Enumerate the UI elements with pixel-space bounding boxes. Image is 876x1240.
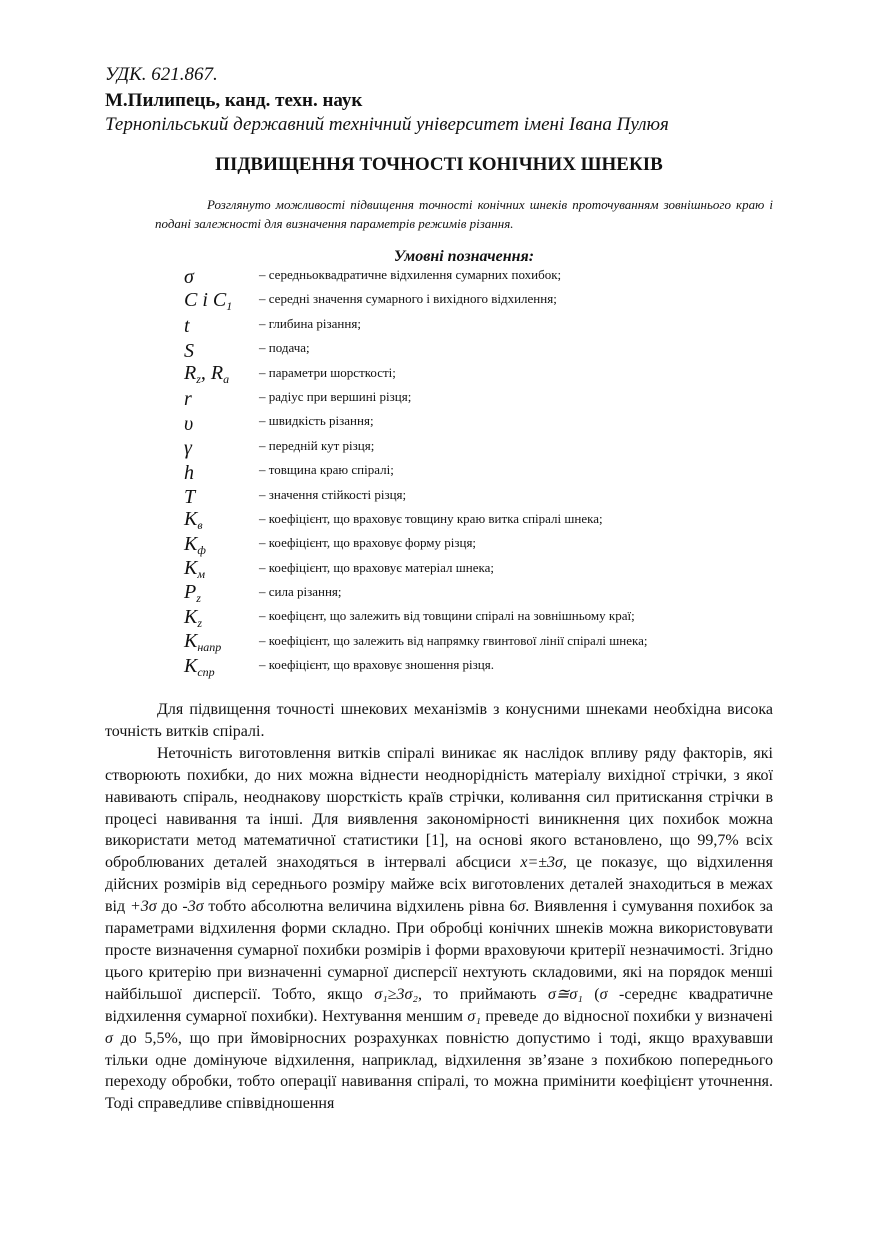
text-run: то приймають [421,985,549,1003]
notation-list [184,264,784,679]
notation-description: – коефіцієнт, що враховує матеріал шнека; [259,559,495,575]
text-run: Неточність виготовлення витків спіралі виникає як наслідок впливу ряду факторів, які створюють похибки, до них можна віднести неоднорідність матеріалу вихідної стрічки, з якої навивають спіраль, неоднакову шорсткість країв стрічки, коливання сил притискання стрічки в процесі навивання та інші. Для виявлення закономірності виникнення цих похибок можна використати метод математичної статистики [1], на основі якого встановлено, що 99,7% всіх оброблюваних деталей знаходяться в інтервалі абсциси [105,744,773,872]
notation-symbol [184,341,194,361]
text-run: преведе до відносної похибки у визначені [480,1007,773,1025]
math-minus-3sigma: -3σ [182,898,204,916]
notation-row [184,605,784,629]
symbol-main: K [184,654,198,677]
notation-symbol [184,582,201,604]
math-x-range: x=±3σ, [520,854,567,872]
symbol-subscript: 1 [226,298,233,313]
text-run: тобто абсолютна величина відхилень рівна 6 [203,898,518,916]
math-approx: σ≅σ₁ [548,985,583,1003]
math-sigma: σ [517,898,526,916]
notation-description: – параметри шорсткості; [259,364,396,380]
symbol-main: r [184,388,192,411]
symbol-main: K [184,605,198,628]
author-line: М.Пилипець, канд. техн. наук [105,90,363,111]
notation-symbol [184,558,205,580]
notation-symbol [184,389,192,409]
text-run: . Виявлення і сумування похибок за параметрами відхилення форми складно. При обробці конічних шнеків можна використовувати просте визначення сумарної похибки розмірів і форми враховуючи критерії незначимості. Згідно цього критерію при визначенні сумарної дисперсії нехтують складовими, які на порядок менші найбільшої дисперсії. Тобто, якщо [105,898,774,1003]
math-sigma-one: σ₁ [467,1007,481,1025]
notation-row [184,557,784,581]
notation-symbol [184,316,190,336]
notation-row [184,337,784,361]
notation-symbol [184,438,192,458]
notation-symbol [184,363,229,385]
notation-description: – товщина краю спіралі; [259,462,394,478]
symbol-subscript: a [223,371,230,386]
symbol-main: K [184,557,198,580]
notation-row [184,581,784,605]
symbol-main: υ [184,412,194,435]
notation-symbol [184,267,194,287]
symbol-main: K [184,508,198,531]
notation-description: – глибина різання; [259,315,361,331]
udc-code: УДК. 621.867. [105,64,218,85]
math-plus-3sigma: +3σ [129,898,157,916]
notation-row [184,630,784,654]
text-run: ( [582,985,600,1003]
symbol-main: , R [200,361,224,384]
notation-symbol [184,509,203,531]
notation-row [184,459,784,483]
text-run: це показує, що відхилення дійсних розмірів від середнього розміру майже всіх виготовлених деталей знаходиться в межах від [105,854,773,916]
notation-row [184,410,784,434]
notation-description: – передній кут різця; [259,437,375,453]
symbol-subscript: напр [197,640,222,655]
paragraph-1: Для підвищення точності шнекових механізмів з конусними шнеками необхідна висока точність витків спіралі. [105,701,773,740]
notation-row [184,264,784,288]
text-run: -середнє квадратичне відхилення сумарної похибки). Нехтування меншим [105,985,774,1025]
abstract: Розглянуто можливості підвищення точності конічних шнеків проточуванням зовнішнього краю і подані залежності для визначення параметрів режимів різання. [155,197,773,231]
notation-symbol [184,631,221,653]
notation-description: – сила різання; [259,584,342,600]
notation-row [184,532,784,556]
notation-row [184,435,784,459]
paragraph-2 [105,743,773,1115]
affiliation-line: Тернопільський державний технічний університет імені Івана Пулюя [105,114,669,135]
text-run: до [156,898,183,916]
notation-description: – коефіцєнт, що залежить від товщини спіралі на зовнішньому краї; [259,608,635,624]
symbol-main: K [184,630,198,653]
symbol-main: T [184,485,196,508]
symbol-subscript: в [197,518,203,533]
notation-description: – середні значення сумарного і вихідного відхилення; [259,291,557,307]
symbol-main: R [184,361,197,384]
notation-symbol [184,463,194,483]
symbol-subscript: ф [197,542,206,557]
notation-symbol [184,534,206,556]
symbol-subscript: м [197,567,206,582]
notation-description: – коефіцієнт, що враховує форму різця; [259,535,477,551]
notation-symbol [184,290,232,312]
notation-row [184,288,784,312]
body-text [105,699,773,1115]
notation-description: – подача; [259,340,310,356]
legend-heading: Умовні позначення: [393,248,535,265]
symbol-main: C і C [184,288,227,311]
notation-symbol [184,414,193,434]
notation-row [184,386,784,410]
text-run: до 5,5%, що при ймовірносних розрахунках повністю допустимо і тоді, якщо врахувавши тільки одне домінуюче відхилення, наприклад, відхилення зв’язане з похибкою попереднього переходу обробки, тобто операції навивання спіралі, то можна примінити коефіцієнт уточнення. Тоді справедливе співвідношення [105,1029,773,1113]
math-sigma: σ [599,985,608,1003]
notation-row [184,508,784,532]
symbol-main: S [184,339,194,362]
symbol-subscript: z [196,591,201,606]
notation-description: – коефіцієнт, що враховує товщину краю витка спіралі шнека; [259,510,603,526]
symbol-main: P [184,581,197,604]
notation-description: – середньоквадратичне відхилення сумарних похибок; [259,267,562,282]
notation-symbol [184,487,195,507]
notation-description: – коефіцієнт, що враховує зношення різця. [259,657,494,673]
symbol-main: K [184,532,198,555]
notation-description: – значення стійкості різця; [259,486,407,502]
symbol-main: σ [184,266,194,289]
notation-description: – радіус при вершині різця; [259,388,412,404]
notation-row [184,654,784,678]
symbol-main: h [184,461,194,484]
symbol-subscript: спр [197,664,215,679]
math-sigma: σ [105,1029,113,1047]
math-condition: σ₁≥3σ₂, [374,985,422,1003]
notation-symbol [184,656,215,678]
notation-row [184,362,784,386]
notation-description: – швидкість різання; [259,413,374,429]
symbol-main: t [184,315,190,338]
symbol-main: γ [184,437,192,460]
symbol-subscript: z [197,615,203,630]
notation-symbol [184,607,202,629]
notation-row [184,313,784,337]
symbol-subscript: z [196,371,201,386]
notation-row [184,484,784,508]
paper-title: ПІДВИЩЕННЯ ТОЧНОСТІ КОНІЧНИХ ШНЕКІВ [215,154,663,175]
notation-description: – коефіцієнт, що залежить від напрямку гвинтової лінії спіралі шнека; [259,632,648,648]
